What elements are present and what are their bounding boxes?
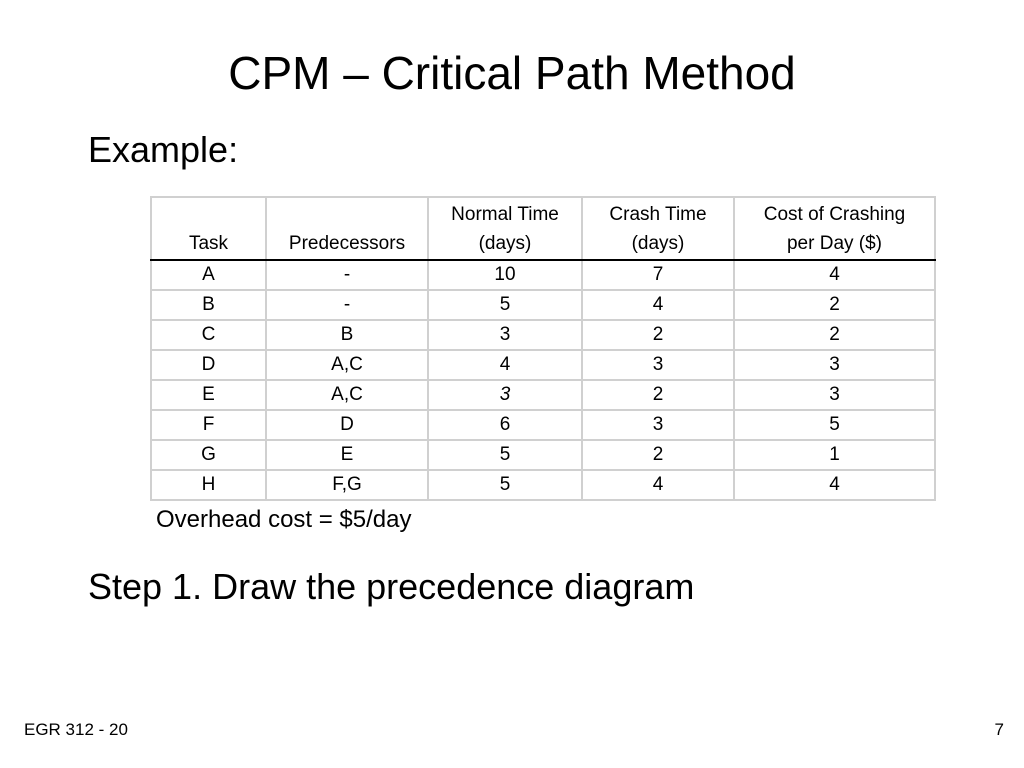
table-row <box>151 260 935 290</box>
example-label: Example: <box>88 129 239 170</box>
cell-normal-time: 4 <box>428 350 582 380</box>
table-row <box>151 470 935 500</box>
cell-crash-time: 3 <box>582 410 734 440</box>
cell-task: D <box>151 350 266 380</box>
cell-task: B <box>151 290 266 320</box>
step-instruction: Step 1. Draw the precedence diagram <box>88 566 695 607</box>
table-row <box>151 380 935 410</box>
cell-predecessors: A,C <box>266 380 428 410</box>
cell-normal-time: 5 <box>428 290 582 320</box>
cell-predecessors: D <box>266 410 428 440</box>
header-crash-cost: Cost of Crashing per Day ($) <box>734 197 935 260</box>
cell-crash-cost: 2 <box>734 290 935 320</box>
course-footer: EGR 312 - 20 <box>24 720 128 739</box>
cell-normal-time: 5 <box>428 440 582 470</box>
cell-crash-cost: 5 <box>734 410 935 440</box>
table-row <box>151 290 935 320</box>
overhead-cost-note: Overhead cost = $5/day <box>156 506 412 533</box>
cell-task: A <box>151 260 266 290</box>
cell-crash-cost: 1 <box>734 440 935 470</box>
cell-crash-time: 2 <box>582 380 734 410</box>
table-row <box>151 410 935 440</box>
header-predecessors: Predecessors <box>266 197 428 260</box>
header-normal-time: Normal Time (days) <box>428 197 582 260</box>
cell-crash-cost: 4 <box>734 260 935 290</box>
slide-title: CPM – Critical Path Method <box>228 47 796 99</box>
header-task: Task <box>151 197 266 260</box>
cell-normal-time-emphasized: 3 <box>428 380 582 410</box>
cell-crash-time: 2 <box>582 320 734 350</box>
cell-crash-time: 4 <box>582 290 734 320</box>
cell-predecessors: E <box>266 440 428 470</box>
cell-crash-time: 4 <box>582 470 734 500</box>
cell-predecessors: F,G <box>266 470 428 500</box>
page-number: 7 <box>994 720 1004 739</box>
cell-predecessors: - <box>266 260 428 290</box>
cell-crash-cost: 2 <box>734 320 935 350</box>
cell-task: G <box>151 440 266 470</box>
cell-crash-time: 3 <box>582 350 734 380</box>
table-row <box>151 350 935 380</box>
cell-predecessors: - <box>266 290 428 320</box>
cell-normal-time: 6 <box>428 410 582 440</box>
task-table <box>150 196 936 501</box>
cell-crash-cost: 3 <box>734 380 935 410</box>
cell-predecessors: B <box>266 320 428 350</box>
cell-crash-time: 2 <box>582 440 734 470</box>
cell-crash-time: 7 <box>582 260 734 290</box>
header-crash-time: Crash Time (days) <box>582 197 734 260</box>
table-header-row <box>151 197 935 260</box>
cell-task: F <box>151 410 266 440</box>
table-row <box>151 320 935 350</box>
cell-task: C <box>151 320 266 350</box>
cell-normal-time: 3 <box>428 320 582 350</box>
table-row <box>151 440 935 470</box>
cell-normal-time: 5 <box>428 470 582 500</box>
cell-predecessors: A,C <box>266 350 428 380</box>
cell-normal-time: 10 <box>428 260 582 290</box>
cell-task: H <box>151 470 266 500</box>
cell-task: E <box>151 380 266 410</box>
cell-crash-cost: 4 <box>734 470 935 500</box>
cell-crash-cost: 3 <box>734 350 935 380</box>
